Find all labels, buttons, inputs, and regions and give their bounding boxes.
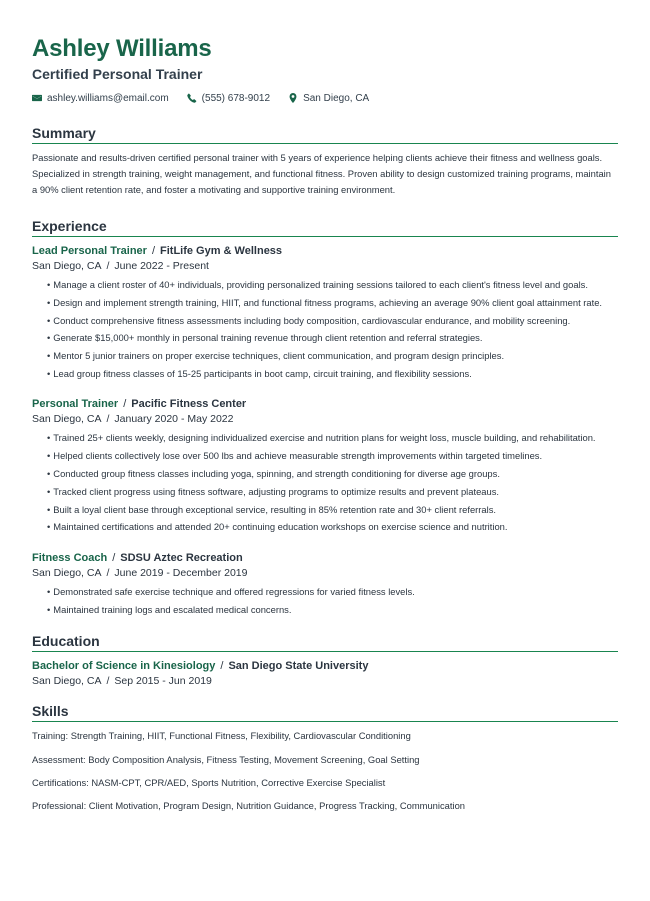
degree: Bachelor of Science in Kinesiology [32,660,216,673]
meta-separator: / [106,675,110,688]
job-heading [32,396,618,412]
contact-email[interactable] [32,93,169,104]
skill-line: Professional: Client Motivation, Program Design, Nutrition Guidance, Progress Tracking, Communication [32,800,465,812]
job-heading [32,243,618,259]
education-meta [32,674,618,689]
job-bullet: • Design and implement strength training, HIIT, and functional fitness programs, achieving an average 90% client goal attainment rate. [47,295,618,312]
job-role: Fitness Coach [32,551,108,564]
job-entry [32,396,618,535]
skill-line: Training: Strength Training, HIIT, Functional Fitness, Flexibility, Cardiovascular Conditioning [32,730,411,742]
job-location: San Diego, CA [32,566,102,579]
job-bullets [32,430,618,535]
title-separator: / [151,245,155,257]
job-bullets [32,584,618,618]
education-heading-line [32,658,618,674]
job-bullet: • Built a loyal client base through exceptional service, resulting in 85% retention rate and 30+ client referrals. [47,502,618,519]
phone-icon [187,93,197,103]
job-dates: June 2019 - December 2019 [114,566,248,579]
skills-heading: Skills [32,702,618,722]
contact-phone-text: (555) 678-9012 [201,92,271,104]
job-role: Personal Trainer [32,398,119,411]
title-separator: / [220,660,224,673]
job-meta [32,566,618,581]
summary-heading: Summary [32,124,618,144]
job-company: SDSU Aztec Recreation [120,551,243,564]
job-entry [32,243,618,382]
job-bullet: • Helped clients collectively lose over 500 lbs and achieve measurable strength improvements within targeted timelines. [47,448,618,465]
skill-line: Certifications: NASM-CPT, CPR/AED, Sports Nutrition, Corrective Exercise Specialist [32,776,386,788]
job-bullet: • Mentor 5 junior trainers on proper exercise techniques, client communication, and program design principles. [47,348,618,365]
skills-section [32,702,618,814]
job-bullet: • Demonstrated safe exercise technique and offered regressions for varied fitness levels. [47,584,618,601]
experience-heading: Experience [32,217,618,237]
title-separator: / [123,398,127,411]
job-heading [32,550,618,566]
job-company: Pacific Fitness Center [131,398,247,411]
job-entry [32,550,618,618]
job-bullet: • Conduct comprehensive fitness assessments including body composition, cardiovascular endurance, and mobility screening. [47,313,618,330]
experience-section [32,217,618,618]
job-bullet: • Lead group fitness classes of 15-25 participants in boot camp, circuit training, and flexibility sessions. [47,366,618,383]
job-dates: June 2022 - Present [114,260,209,272]
education-dates: Sep 2015 - Jun 2019 [114,675,212,688]
job-meta [32,259,618,274]
education-heading: Education [32,632,618,652]
meta-separator: / [106,566,110,579]
contact-phone[interactable] [187,93,270,104]
job-role: Lead Personal Trainer [32,245,147,257]
skill-line: Assessment: Body Composition Analysis, Fitness Testing, Movement Screening, Goal Setting [32,753,420,765]
resume-header [32,34,618,105]
candidate-headline: Certified Personal Trainer [32,66,203,82]
job-bullet: • Conducted group fitness classes including yoga, spinning, and strength conditioning for diverse age groups. [47,466,618,483]
job-bullet: • Trained 25+ clients weekly, designing individualized exercise and nutrition plans for weight loss, muscle building, and rehabilitation. [47,430,618,447]
summary-section [32,124,618,198]
job-location: San Diego, CA [32,413,102,426]
meta-separator: / [106,413,110,426]
job-dates: January 2020 - May 2022 [114,413,234,426]
education-location: San Diego, CA [32,675,102,688]
education-section [32,632,618,689]
candidate-name: Ashley Williams [32,35,212,62]
contact-bar [32,91,618,105]
job-bullet: • Tracked client progress using fitness software, adjusting programs to optimize results and prevent plateaus. [47,484,618,501]
job-bullet: • Maintained certifications and attended 20+ continuing education workshops on exercise science and nutrition. [47,519,618,536]
contact-location-text: San Diego, CA [303,92,370,104]
job-bullet: • Manage a client roster of 40+ individuals, providing personalized training sessions tailored to each client's fitness level and goals. [47,277,618,294]
job-location: San Diego, CA [32,260,102,272]
contact-email-text: ashley.williams@email.com [47,92,169,104]
school: San Diego State University [228,660,369,673]
meta-separator: / [106,260,110,272]
job-bullet: • Generate $15,000+ monthly in personal training revenue through client retention and referral strategies. [47,330,618,347]
job-bullets [32,277,618,382]
job-company: FitLife Gym & Wellness [160,245,283,257]
title-separator: / [112,551,116,564]
job-bullet: • Maintained training logs and escalated medical concerns. [47,602,618,619]
map-pin-icon [288,93,298,103]
job-meta [32,412,618,427]
contact-location [288,93,369,104]
summary-text: Passionate and results-driven certified personal trainer with 5 years of experience helping clients achieve their fitness and wellness goals. Specialized in strength training, weight management, and functional fitness. Proven ability to design customized training programs, maintain a 90% client retention rate, and foster a motivating and supportive training environment. [32,152,611,195]
envelope-icon [32,93,42,103]
